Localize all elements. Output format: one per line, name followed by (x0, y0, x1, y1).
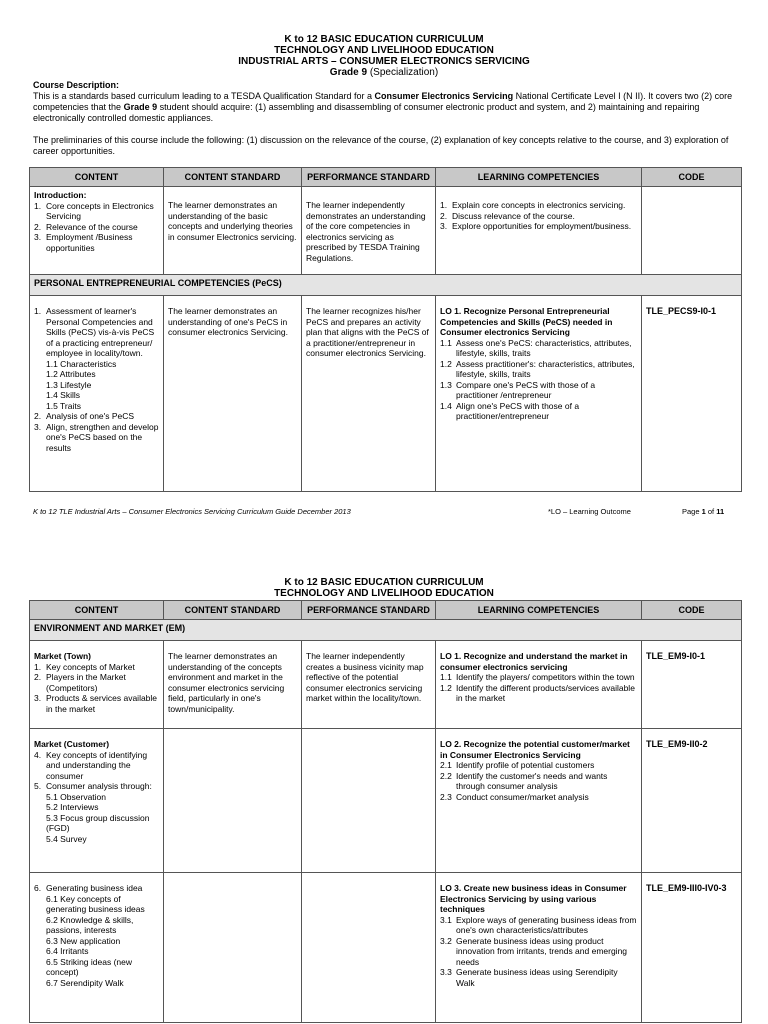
cell-content-standard (164, 729, 302, 873)
list-item (440, 967, 637, 988)
competency-list (440, 915, 637, 989)
column-header-learning-competencies: LEARNING COMPETENCIES (436, 168, 642, 187)
header-line-1: K to 12 BASIC EDUCATION CURRICULUM (284, 577, 484, 588)
table-row-pecs (30, 296, 742, 492)
list-item-text: Identify profile of potential customers (456, 760, 595, 770)
list-item: 2. Players in the Market (Competitors) (34, 672, 126, 693)
list-item: 6. Generating business idea 6.1 Key concepts of generating business ideas 6.2 Knowledge & skills, passions, interests 6.3 New application 6.4 Irritants 6.5 Striking ideas (new concept) 6.7 Serendipity Walk (34, 883, 159, 988)
column-header-content-standard: CONTENT STANDARD (164, 168, 302, 187)
list-item-text: Generate business ideas using Serendipity Walk (456, 967, 618, 988)
item-number: 1.4 (440, 400, 452, 411)
list-item-text: Players in the Market (Competitors) (46, 672, 126, 693)
list-item-text: Identify the different products/services available in the market (456, 682, 635, 703)
page-gap (0, 528, 768, 560)
learning-outcome-title: LO 1. Recognize and understand the market in consumer electronics servicing (440, 651, 628, 672)
list-item-text: Align one's PeCS with those of a practitioner/entrepreneur (456, 400, 580, 421)
cell-performance-standard (302, 873, 436, 1023)
competency-list (440, 760, 637, 802)
item-number: 3.1 (440, 914, 452, 925)
list-item (440, 936, 637, 968)
column-header-content-standard: CONTENT STANDARD (164, 601, 302, 620)
list-item: 5. Consumer analysis through: 5.1 Observation 5.2 Interviews 5.3 Focus group discussion (FGD) 5.4 Survey (34, 781, 159, 844)
footer-lo-note: *LO – Learning Outcome (548, 507, 631, 516)
cell-content (30, 187, 164, 275)
list-item (440, 380, 637, 401)
column-header-learning-competencies: LEARNING COMPETENCIES (436, 601, 642, 620)
section-title-environment-market: ENVIRONMENT AND MARKET (EM) (30, 620, 742, 641)
list-item: 1. Core concepts in Electronics Servicing (34, 200, 154, 221)
list-item: 3. Explore opportunities for employment/business. (440, 221, 632, 231)
intro-title: Introduction: (34, 190, 87, 200)
list-item: 1. Key concepts of Market (34, 661, 135, 672)
cell-learning-competencies (436, 296, 642, 492)
item-number: 2.1 (440, 760, 452, 770)
footer-page-number (682, 507, 724, 516)
desc-text: student should acquire: (1) assembling and disassembling of consumer electronic product and system, and 2) maintaining and repairing electronically controlled domestic appliances. (33, 102, 700, 123)
course-description-label: Course Description: (33, 80, 120, 90)
list-item-text: Generating business idea (46, 883, 143, 893)
cell-performance-standard (302, 729, 436, 873)
table-row-market-town (30, 641, 742, 729)
cell-content-standard: The learner demonstrates an understanding of one's PeCS in consumer electronics Servicing. (164, 296, 302, 492)
section-title-pecs: PERSONAL ENTREPRENEURIAL COMPETENCIES (PeCS) (30, 275, 742, 296)
list-item-text: Key concepts of identifying and understanding the consumer (46, 749, 148, 781)
list-item: 3. Products & services available in the market (34, 693, 158, 714)
competency-list (440, 200, 637, 232)
list-item-text: Assess one's PeCS: characteristics, attributes, lifestyle, skills, traits (456, 337, 632, 358)
market-town-title: Market (Town) (34, 651, 91, 661)
list-item (440, 401, 637, 422)
list-item-text: Identify the players/ competitors within the town (456, 672, 635, 682)
list-item: 1. Assessment of learner's Personal Competencies and Skills (PeCS) vis-à-vis PeCS of a practicing entrepreneur/ employee in locality/town. 1.1 Characteristics 1.2 Attributes 1.3 Lifestyle 1.4 Skills 1.5 Traits (34, 306, 159, 411)
header-line-2: TECHNOLOGY AND LIVELIHOOD EDUCATION (274, 588, 494, 599)
item-number: 1.1 (440, 672, 452, 682)
table-section-row (30, 620, 742, 641)
item-number: 1.2 (440, 358, 452, 369)
cell-content (30, 873, 164, 1023)
cell-content (30, 296, 164, 492)
list-item: 6.7 Serendipity Walk (46, 977, 124, 988)
item-number: 3.3 (440, 967, 452, 977)
list-item: 2. Relevance of the course (34, 221, 138, 232)
header-line-1: K to 12 BASIC EDUCATION CURRICULUM (284, 34, 484, 45)
list-item-text: Relevance of the course (46, 221, 138, 232)
list-item: 5.2 Interviews (46, 802, 99, 812)
curriculum-table (29, 167, 742, 492)
table-section-row (30, 275, 742, 296)
market-customer-list (34, 750, 159, 845)
list-item: 1.1 Characteristics (46, 358, 117, 369)
cell-code: TLE_EM9-I0-1 (642, 641, 742, 729)
column-header-code: CODE (642, 168, 742, 187)
item-number: 1.1 (440, 337, 452, 348)
list-item (440, 672, 637, 683)
course-description (33, 80, 733, 157)
page-header (0, 34, 768, 78)
sub-list (46, 359, 159, 412)
table-row-market-customer (30, 729, 742, 873)
list-item: 3. Align, strengthen and develop one's PeCS based on the results (34, 421, 159, 453)
curriculum-table (29, 600, 742, 1023)
header-line-2: TECHNOLOGY AND LIVELIHOOD EDUCATION (274, 45, 494, 56)
desc-text: National Certificate Level I (N II). It covers two (2) core competencies that the (33, 91, 733, 112)
footer-text: of (705, 507, 717, 516)
cell-code: TLE_EM9-II0-2 (642, 729, 742, 873)
list-item: 1. Explain core concepts in electronics servicing. (440, 200, 626, 210)
item-number: 3.2 (440, 935, 452, 946)
course-description-paragraph-1 (33, 91, 733, 124)
header-line-4 (0, 67, 768, 78)
list-item: 2. Discuss relevance of the course. (440, 210, 575, 221)
cell-content-standard: The learner demonstrates an understanding of the concepts environment and market in the consumer electronics servicing field, particularly in one's town/municipality. (164, 641, 302, 729)
desc-text: This is a standards based curriculum leading to a TESDA Qualification Standard for a (33, 91, 375, 101)
desc-text-bold: Grade 9 (123, 102, 158, 112)
header-line-3: INDUSTRIAL ARTS – CONSUMER ELECTRONICS SERVICING (238, 56, 530, 67)
cell-learning-competencies (436, 873, 642, 1023)
market-town-list (34, 662, 159, 715)
cell-code (642, 187, 742, 275)
list-item: 6.1 Key concepts of generating business ideas (46, 893, 145, 914)
list-item: 5.4 Survey (46, 833, 87, 844)
list-item: 1.4 Skills (46, 390, 81, 400)
intro-list (34, 201, 159, 254)
cell-content (30, 729, 164, 873)
list-item-text: Consumer analysis through: (46, 781, 152, 791)
cell-performance-standard: The learner independently creates a business vicinity map reflective of the potential consumer electronics servicing market within the locality/town. (302, 641, 436, 729)
cell-performance-standard: The learner independently demonstrates an understanding of the core competencies in electronics servicing as prescribed by TESDA Training Regulations. (302, 187, 436, 275)
list-item (440, 792, 637, 803)
list-item-text: Compare one's PeCS with those of a practitioner /entrepreneur (456, 379, 596, 400)
item-number: 2.3 (440, 791, 452, 802)
list-item (440, 915, 637, 936)
list-item-text: Discuss relevance of the course. (452, 210, 575, 221)
sub-list (46, 894, 159, 989)
sub-list (46, 792, 159, 845)
curriculum-page-2 (0, 560, 768, 1024)
list-item: 2. Analysis of one's PeCS (34, 411, 135, 421)
list-item: 6.5 Striking ideas (new concept) (46, 956, 132, 977)
column-header-content: CONTENT (30, 601, 164, 620)
table-row-business-idea (30, 873, 742, 1023)
learning-outcome-title: LO 3. Create new business ideas in Consumer Electronics Servicing by using various techniques (440, 883, 627, 914)
list-item: 6.3 New application (46, 935, 121, 946)
list-item (440, 771, 637, 792)
column-header-content: CONTENT (30, 168, 164, 187)
item-number: 1.3 (440, 379, 452, 390)
cell-code: TLE_EM9-III0-IV0-3 (642, 873, 742, 1023)
footer-text: Page (682, 507, 702, 516)
course-description-paragraph-2: The preliminaries of this course include the following: (1) discussion on the relevance of the course, (2) explanation of key concepts relative to the course, and 3) exploration of career opportunities. (33, 135, 729, 156)
list-item: 5.1 Observation (46, 791, 107, 802)
footer-page-current: 1 (701, 507, 706, 516)
column-header-performance-standard: PERFORMANCE STANDARD (302, 601, 436, 620)
list-item-text: Generate business ideas using product innovation from irritants, trends and emerging needs (456, 935, 628, 967)
list-item-text: Assessment of learner's Personal Competencies and Skills (PeCS) vis-à-vis PeCS of a practicing entrepreneur/ employee in locality/town. (46, 306, 155, 358)
market-customer-title: Market (Customer) (34, 739, 110, 749)
item-number: 2.2 (440, 770, 452, 781)
list-item-text: Analysis of one's PeCS (46, 411, 135, 421)
list-item-text: Explain core concepts in electronics servicing. (452, 200, 626, 210)
list-item (440, 359, 637, 380)
cell-learning-competencies (436, 729, 642, 873)
item-number: 1.2 (440, 682, 452, 693)
list-item (440, 760, 637, 771)
column-header-code: CODE (642, 601, 742, 620)
list-item (440, 338, 637, 359)
list-item-text: Explore opportunities for employment/business. (452, 221, 632, 231)
pecs-content-list (34, 306, 159, 453)
list-item (440, 683, 637, 704)
list-item: 1.5 Traits (46, 400, 81, 411)
cell-performance-standard: The learner recognizes his/her PeCS and prepares an activity plan that aligns with the PeCS of a practitioner/entrepreneur in consumer electronics Servicing. (302, 296, 436, 492)
list-item: 3. Employment /Business opportunities (34, 232, 133, 253)
cell-code: TLE_PECS9-I0-1 (642, 296, 742, 492)
cell-learning-competencies (436, 641, 642, 729)
list-item-text: Employment /Business opportunities (46, 232, 133, 253)
list-item-text: Key concepts of Market (46, 661, 135, 672)
list-item-text: Products & services available in the market (46, 693, 158, 714)
list-item: 4. Key concepts of identifying and understanding the consumer (34, 749, 148, 781)
list-item-text: Identify the customer's needs and wants through consumer analysis (456, 770, 608, 791)
list-item-text: Core concepts in Electronics Servicing (46, 200, 154, 221)
business-idea-list (34, 883, 159, 988)
list-item: 1.3 Lifestyle (46, 379, 92, 390)
cell-learning-competencies (436, 187, 642, 275)
list-item-text: Assess practitioner's: characteristics, attributes, lifestyle, skills, traits (456, 358, 635, 379)
list-item: 6.2 Knowledge & skills, passions, interests (46, 914, 134, 935)
learning-outcome-title: LO 1. Recognize Personal Entrepreneurial Competencies and Skills (PeCS) needed in Consumer electronics Servicing (440, 306, 613, 337)
list-item: 1.2 Attributes (46, 369, 96, 379)
list-item-text: Explore ways of generating business ideas from one's own characteristics/attributes (456, 914, 637, 935)
table-header-row (30, 168, 742, 187)
competency-list (440, 338, 637, 422)
cell-content-standard (164, 873, 302, 1023)
page-header (0, 577, 768, 599)
list-item: 5.3 Focus group discussion (FGD) (46, 812, 150, 833)
learning-outcome-title: LO 2. Recognize the potential customer/market in Consumer Electronics Servicing (440, 739, 630, 760)
competency-list (440, 672, 637, 704)
column-header-performance-standard: PERFORMANCE STANDARD (302, 168, 436, 187)
cell-content-standard: The learner demonstrates an understanding of the basic concepts and underlying theories in consumer Electronics servicing. (164, 187, 302, 275)
table-row-introduction (30, 187, 742, 275)
list-item: 6.4 Irritants (46, 946, 89, 956)
desc-text-bold: Consumer Electronics Servicing (374, 91, 514, 101)
footer-page-total: 11 (716, 507, 725, 516)
table-header-row (30, 601, 742, 620)
footer-document-title: K to 12 TLE Industrial Arts – Consumer Electronics Servicing Curriculum Guide December 2013 (33, 507, 351, 516)
list-item-text: Conduct consumer/market analysis (456, 791, 589, 802)
cell-content (30, 641, 164, 729)
list-item-text: Align, strengthen and develop one's PeCS based on the results (46, 421, 159, 453)
grade-label: Grade 9 (329, 67, 368, 78)
grade-specialization: (Specialization) (367, 67, 439, 78)
